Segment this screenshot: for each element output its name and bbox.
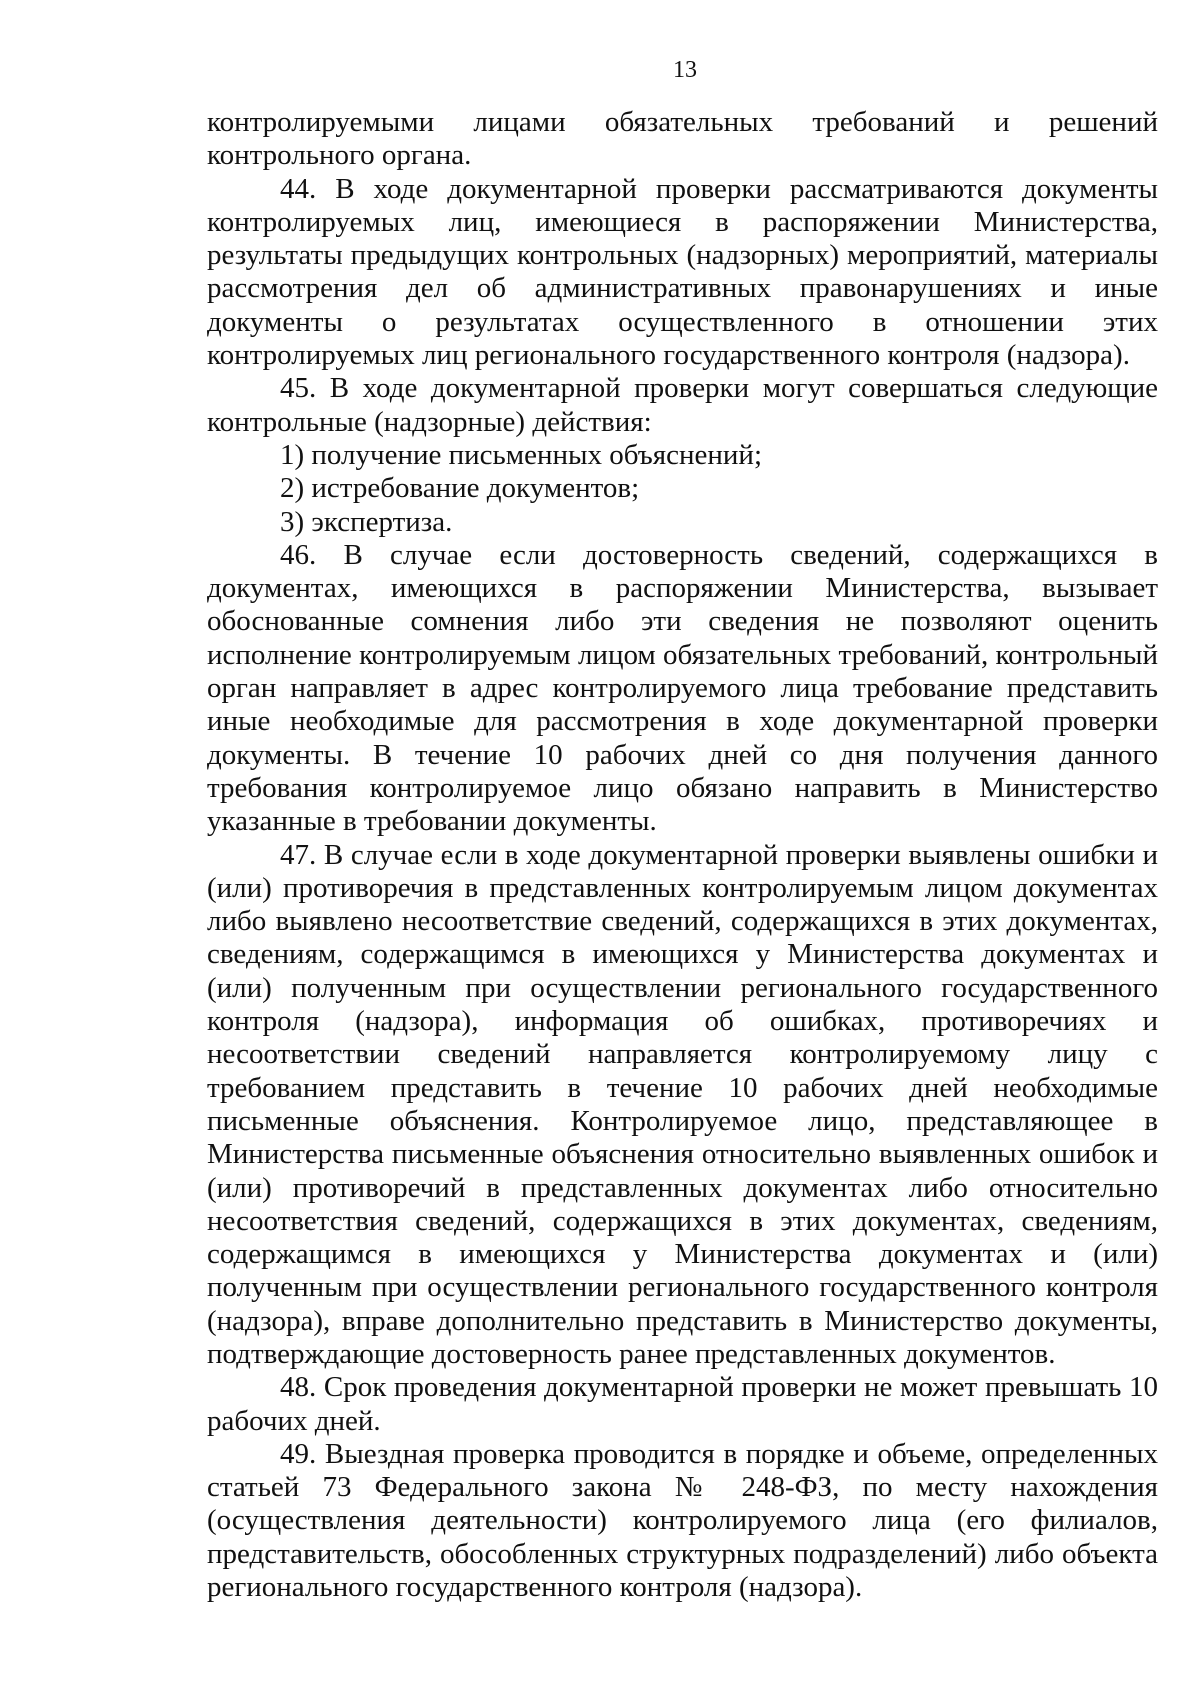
paragraph-47: 47. В случае если в ходе документарной проверки выявлены ошибки и (или) противоречия в представленных контролируемым лицом документах либо выявлено несоответствие сведений, содержащихся в этих документах, сведениям, содержащимся в имеющихся у Министерства документах и (или) полученным при осуществлении регионального государственного контроля (надзора), информация об ошибках, противоречиях и несоответствии сведений направляется контролируемому лицу с требованием представить в течение 10 рабочих дней необходимые письменные объяснения. Контролируемое лицо, представляющее в Министерства письменные объяснения относительно выявленных ошибок и (или) противоречий в представленных документах либо относительно несоответствия сведений, содержащихся в этих документах, сведениям, содержащимся в имеющихся у Министерства документах и (или) полученным при осуществлении регионального государственного контроля (надзора), вправе дополнительно представить в Министерство документы, подтверждающие достоверность ранее представленных документов.	[207, 838, 1158, 1370]
page-number: 13	[673, 57, 697, 83]
list-item-2: 2) истребование документов;	[280, 472, 640, 505]
paragraph-44: 44. В ходе документарной проверки рассматриваются документы контролируемых лиц, имеющиеся в распоряжении Министерства, результаты предыдущих контрольных (надзорных) мероприятий, материалы рассмотрения дел об административных правонарушениях и иные документы о результатах осуществленного в отношении этих контролируемых лиц регионального государственного контроля (надзора).	[207, 172, 1158, 372]
list-item-1: 1) получение письменных объяснений;	[280, 438, 763, 471]
paragraph-continuation: контролируемыми лицами обязательных требований и решений контрольного органа.	[207, 106, 1158, 172]
paragraph-48: 48. Срок проведения документарной проверки не может превышать 10 рабочих дней.	[207, 1371, 1158, 1437]
paragraph-46: 46. В случае если достоверность сведений, содержащихся в документах, имеющихся в распоряжении Министерства, вызывает обоснованные сомнения либо эти сведения не позволяют оценить исполнение контролируемым лицом обязательных требований, контрольный орган направляет в адрес контролируемого лица требование представить иные необходимые для рассмотрения в ходе документарной проверки документы. В течение 10 рабочих дней со дня получения данного требования контролируемое лицо обязано направить в Министерство указанные в требовании документы.	[207, 538, 1158, 838]
document-body	[207, 106, 1158, 1604]
paragraph-49: 49. Выездная проверка проводится в порядке и объеме, определенных статьей 73 Федерального закона № 248-ФЗ, по месту нахождения (осуществления деятельности) контролируемого лица (его филиалов, представительств, обособленных структурных подразделений) либо объекта регионального государственного контроля (надзора).	[207, 1437, 1158, 1604]
list-item-3: 3) экспертиза.	[280, 505, 453, 538]
paragraph-45: 45. В ходе документарной проверки могут совершаться следующие контрольные (надзорные) действия:	[207, 372, 1158, 438]
